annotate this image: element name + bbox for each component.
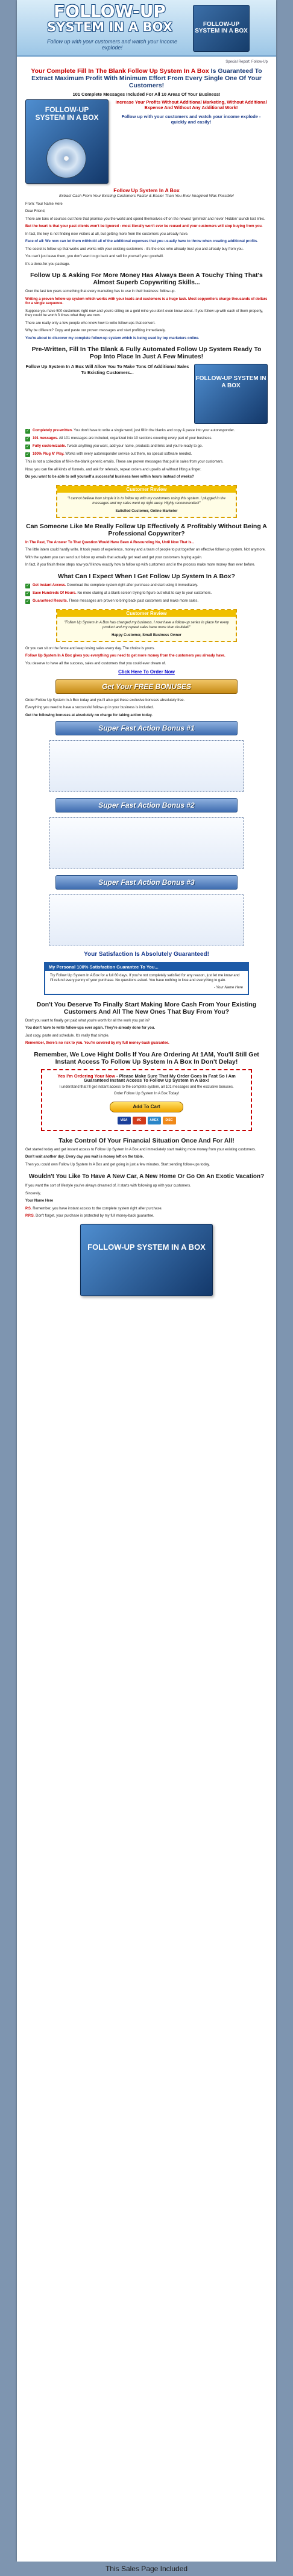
ps-text: Remember, you have instant access to the complete system right after purchase. <box>31 1206 163 1211</box>
paragraph: Sincerely, <box>25 1191 41 1196</box>
paragraph: Why be different? Copy and paste our proven messages and start profiting immediately. <box>25 329 166 332</box>
bullet-text: Download the complete system right after purchase and start using it immediately. <box>66 583 198 587</box>
checkmark-icon: ✓ <box>26 437 30 441</box>
testimonial-quote: "Follow Up System In A Box has changed my business. I now have a follow-up series in place for every product and my repeat sales have more than doubled!" <box>64 621 229 629</box>
checkmark-icon: ✓ <box>26 583 30 588</box>
paragraph: Follow Up System In A Box gives you everything you need to get more money from the customers you already have. <box>25 654 225 658</box>
heading: Can Someone Like Me Really Follow Up Effectively & Profitably Without Being A Professional Copywriter? <box>26 522 267 537</box>
bonus-content-1 <box>49 740 244 792</box>
paragraph: Get started today and get instant access to Follow Up System In A Box and immediately start making more money from your existing customers. <box>25 1147 256 1152</box>
section6-body <box>25 699 268 719</box>
bullet-text: You don't have to write a single word, just fill in the blanks and copy & paste into your autoresponder. <box>72 429 235 432</box>
guarantee-header: My Personal 100% Satisfaction Guarantee To You... <box>45 963 248 971</box>
checkmark-icon: ✓ <box>26 444 30 449</box>
checkmark-icon: ✓ <box>26 599 30 603</box>
ps-text: Don't forget, your purchase is protected by my full money-back guarantee. <box>34 1214 154 1218</box>
paragraph: Then you could own Follow Up System In A Box and get going in just a few minutes. Start sending follow-ups today. <box>25 1162 210 1167</box>
date-line: Special Report: Follow-Up <box>225 60 268 64</box>
heading: Remember, We Love Hight Dolls If You Are Ordering At 1AM, You'll Still Get Instant Access To Follow Up System In A Box In Don't Delay! <box>34 1050 259 1065</box>
heading: What Can I Expect When I Get Follow Up System In A Box? <box>58 572 235 580</box>
section5-body <box>25 647 268 667</box>
hero <box>25 99 268 184</box>
paragraph: Face of all: We now can let them withhold all of the additional expenses that you usually have to throw when creating additional profits. <box>25 240 258 243</box>
order-box <box>41 1069 252 1131</box>
testimonial-header: Customer Review <box>57 486 236 493</box>
order-price-line: Order Follow Up System In A Box Today! <box>113 1092 180 1096</box>
heading: Take Control Of Your Financial Situation Once And For All! <box>58 1137 235 1144</box>
product-title: FOLLOW-UP SYSTEM IN A BOX <box>35 105 99 122</box>
bullet-item <box>25 444 268 449</box>
header-product-box <box>193 5 250 52</box>
heading: Don't You Deserve To Finally Start Making More Cash From Your Existing Customers And All The New Ones That Buy From You? <box>36 1000 257 1015</box>
bullet-lead: Get Instant Access. <box>33 583 66 587</box>
guarantee-box <box>44 962 249 995</box>
bullet-text: All 101 messages are included, organized into 10 sections covering every part of your business. <box>58 437 213 440</box>
bullet-item <box>25 437 268 441</box>
section1-tag: Extract Cash From Your Existing Customers Faster & Easier Than You Ever Imagined Was Possible! <box>59 194 234 198</box>
main-headline <box>25 67 268 89</box>
paragraph: In fact, if you finish these steps now you'll know exactly how to follow up with customers and in the process make more money than ever before. <box>25 563 256 567</box>
order-heading-lead: Yes I'm Ordering Your Now <box>57 1073 115 1079</box>
bullet-item <box>25 599 268 604</box>
headline-part2: Is Guaranteed To Extract Maximum Profit With Minimum Effort From Every Single One Of Your Customers! <box>31 67 262 89</box>
paragraph: Writing a proven follow-up system which works with your leads and customers is a huge task. Most copywriters charge thousands of dollars for a single sequence. <box>25 297 268 305</box>
visa-card-icon: VISA <box>118 1117 131 1124</box>
testimonial-box <box>56 485 237 518</box>
testimonial-quote: "I cannot believe how simple it is to follow up with my customers using this system. I plugged in the messages and my sales went up right away. Highly recommended!" <box>68 497 225 505</box>
section8-body <box>25 1148 268 1168</box>
section1-body <box>25 202 268 267</box>
heading: Wouldn't You Like To Have A New Car, A New Home Or Go On An Exotic Vacation? <box>28 1173 265 1180</box>
payment-cards <box>48 1117 245 1124</box>
cd-icon <box>46 139 86 178</box>
paragraph: It's a done-for-you package. <box>25 262 71 266</box>
order-heading-text: - Please Make Sure That My Order Goes In Fast So I Am Guaranteed Instant Access To Follow Up System In A Box! <box>83 1073 236 1083</box>
postscript <box>25 1214 268 1219</box>
paragraph: Order Follow Up System In A Box today and you'll also get these exclusive bonuses absolutely free. <box>25 698 185 702</box>
bonus-content-2 <box>49 817 244 869</box>
paragraph: The secret is follow-up that works and works with your existing customers - it's the ones who already trust you and already buy from you. <box>25 247 244 251</box>
bullet-text: Tweak anything you want, add your name, products and links and you're ready to go. <box>66 444 203 448</box>
testimonial-name: Happy Customer, Small Business Owner <box>112 634 181 637</box>
header-title-line1: FOLLOW-UP <box>54 1 166 21</box>
heading: Pre-Written, Fill In The Blank & Fully Automated Follow Up System Ready To Pop Into Place In Just A Few Minutes! <box>31 346 262 360</box>
paragraph: Now, you can fire all kinds of funnels, and ask for referrals, repeat orders and upsells all without lifting a finger. <box>25 467 201 472</box>
bullet-lead: Completely pre-written. <box>33 429 73 432</box>
content <box>17 57 276 1296</box>
header-title-line2: SYSTEM IN A BOX <box>47 20 172 34</box>
paragraph: Do you want to be able to sell yourself a successful business here within hours instead of weeks? <box>25 475 194 479</box>
bullet-lead: Fully customizable. <box>33 444 66 448</box>
paragraph: In The Past, The Answer To That Question Would Have Been A Resounding No, Until Now That Is... <box>25 540 195 544</box>
paragraph: The little intern could hardly write. It took years of experience, money and a team of people to put together an effective follow up system. Not anymore. <box>25 548 266 552</box>
product-image <box>25 99 109 184</box>
bullet-lead: 101 messages. <box>33 437 58 440</box>
bonus-banner-1: Super Fast Action Bonus #1 <box>55 721 238 735</box>
section2-body <box>25 290 268 341</box>
sales-page <box>17 0 276 2562</box>
bullet-lead: 100% Plug N' Play. <box>33 452 65 456</box>
bullet-list <box>25 429 268 457</box>
header-subtitle: Follow up with your customers and watch your income explode! <box>46 39 178 51</box>
bonus-banner-2: Super Fast Action Bonus #2 <box>55 798 238 812</box>
checkmark-icon: ✓ <box>26 429 30 433</box>
hero2-text: Follow Up System In A Box Will Allow You To Make Tons Of Additional Sales To Existing Customers... <box>25 364 189 375</box>
bonus-content-3 <box>49 894 244 946</box>
ps-lead: P.S. <box>25 1206 32 1211</box>
headline-part1: Your Complete Fill In The Blank Follow Up System In A Box <box>31 67 209 75</box>
bullet-item <box>25 452 268 457</box>
footer-product-image: FOLLOW-UP SYSTEM IN A BOX <box>80 1224 213 1296</box>
paragraph: With the system you can send out follow up emails that actually get read and get your customers buying again. <box>25 555 203 560</box>
bullet-lead: Guaranteed Results. <box>33 599 68 603</box>
section3-body <box>25 460 268 480</box>
bullet-item <box>25 584 268 588</box>
paragraph: If you want the sort of lifestyle you've always dreamed of, it starts with following up with your customers. <box>25 1184 191 1188</box>
subhead: 101 Complete Messages Included For All 10 Areas Of Your Business! <box>72 91 221 97</box>
paragraph: In fact, the key is not finding new visitors at all, but getting more from the customers you already have. <box>25 232 189 236</box>
checkmark-icon: ✓ <box>26 591 30 596</box>
paragraph: Just copy, paste and schedule. It's really that simple. <box>25 1034 110 1038</box>
paragraph: You're about to discover my complete follow-up system which is being used by top marketers online. <box>25 336 200 340</box>
testimonial-box <box>56 609 237 642</box>
ps-lead: P.P.S. <box>25 1214 35 1218</box>
paragraph: Over the last ten years something that every marketing has to use in their business: follow-up. <box>25 290 176 293</box>
hero-text <box>115 99 268 184</box>
paragraph: Suppose you have 500 customers right now and you're sitting on a gold mine you don't even know about. If you follow up with each of them properly, they could be worth 3 times what they are now. <box>25 309 263 317</box>
paragraph: This is not a collection of fill-in-the-blank generic emails. These are proven messages that pull in sales from your customers. <box>25 460 224 464</box>
paragraph: Don't you want to finally get paid what you're worth for all the work you put in? <box>25 1018 150 1023</box>
paragraph: There are tons of courses out there that promise you the world and spend themselves off on the newest 'gimmick' and never 'Hidden' launch lost links. <box>25 217 265 221</box>
bullet-item <box>25 429 268 434</box>
section9-body <box>25 1184 268 1219</box>
product-image-small: FOLLOW-UP SYSTEM IN A BOX <box>194 364 268 424</box>
discover-card-icon: DISC <box>163 1117 176 1124</box>
paragraph: Everything you need to have a successful follow-up in your business is included. <box>25 706 154 709</box>
section1-title: Follow Up System In A Box <box>113 187 180 193</box>
bullet-text: Works with every autoresponder service out there, no special software needed. <box>64 452 192 456</box>
section4-body <box>25 548 268 568</box>
order-text: I understand that I'll get instant access to the complete system, all 101 messages and the exclusive bonuses. <box>59 1085 234 1089</box>
paragraph: You deserve to have all the success, sales and customers that you could ever dream of. <box>25 661 166 666</box>
page-header <box>17 0 276 57</box>
paragraph: Your Name Here <box>25 1199 54 1203</box>
paragraph: There are really only a few people who know how to write follow-ups that convert. <box>25 321 156 325</box>
hero2 <box>25 364 268 424</box>
paragraph: Dear Friend, <box>25 210 46 213</box>
bullet-lead: Save Hundreds Of Hours. <box>33 591 77 595</box>
checkmark-icon: ✓ <box>26 452 30 457</box>
bullet-item <box>25 591 268 596</box>
bonus-banner-3: Super Fast Action Bonus #3 <box>55 875 238 890</box>
paragraph: Or you can sit on the fence and keep losing sales every day. The choice is yours. <box>25 646 155 650</box>
paragraph: But the heart is that your past clients won't be ignored - most literally won't ever be reused and your customers will stop buying from you. <box>25 225 263 228</box>
hero-blue-text: Follow up with your customers and watch your income explode - quickly and easily! <box>121 113 261 125</box>
header-title <box>43 1 176 35</box>
bullet-text: No more staring at a blank screen trying to figure out what to say to your customers. <box>76 591 212 595</box>
testimonial-header: Customer Review <box>57 610 236 617</box>
paragraph: Remember, there's no risk to you. You're covered by my full money-back guarantee. <box>25 1041 169 1045</box>
paragraph: From: Your Name Here <box>25 202 63 206</box>
paragraph: You can't just leave them, you don't want to go back and sell for yourself your goodwill. <box>25 255 164 258</box>
header-box-label: FOLLOW-UP SYSTEM IN A BOX <box>195 21 248 34</box>
order-heading <box>48 1074 245 1083</box>
amex-card-icon: AMEX <box>148 1117 161 1124</box>
page-caption: This Sales Page Included <box>0 2562 293 2576</box>
paragraph: Don't wait another day. Every day you wait is money left on the table. <box>25 1155 144 1159</box>
add-to-cart-button[interactable]: Add To Cart <box>110 1102 183 1112</box>
heading: Follow Up & Asking For More Money Has Always Been A Touchy Thing That's Almost Superb Copywriting Skills... <box>30 272 263 286</box>
testimonial-name: Satisfied Customer, Online Marketer <box>115 510 178 513</box>
section7-body <box>25 1019 268 1046</box>
guarantee-signature: - Your Name Here <box>213 986 243 990</box>
free-bonuses-banner: Get Your FREE BONUSES <box>55 679 238 694</box>
paragraph: You don't have to write follow-ups ever again. They're already done for you. <box>25 1026 156 1030</box>
postscript <box>25 1207 268 1212</box>
bullet-text: These messages are proven to bring back past customers and make more sales. <box>68 599 199 603</box>
guarantee-text: Try Follow Up System In A Box for a full 60 days. If you're not completely satisfied for any reason, just let me know and I'll refund every penny of your purchase. No questions asked. You have nothing to lose and everything to gain. <box>50 974 240 982</box>
hero-red-text: Increase Your Profits Without Additional Marketing, Without Additional Expense And Without Any Additional Work! <box>115 99 267 110</box>
mastercard-icon: MC <box>133 1117 146 1124</box>
order-now-link[interactable]: Click Here To Order Now <box>118 669 175 675</box>
guarantee-title: Your Satisfaction Is Absolutely Guaranteed! <box>84 951 209 958</box>
paragraph: Get the following bonuses at absolutely no charge for taking action today. <box>25 713 153 717</box>
bullet-list-2 <box>25 584 268 604</box>
